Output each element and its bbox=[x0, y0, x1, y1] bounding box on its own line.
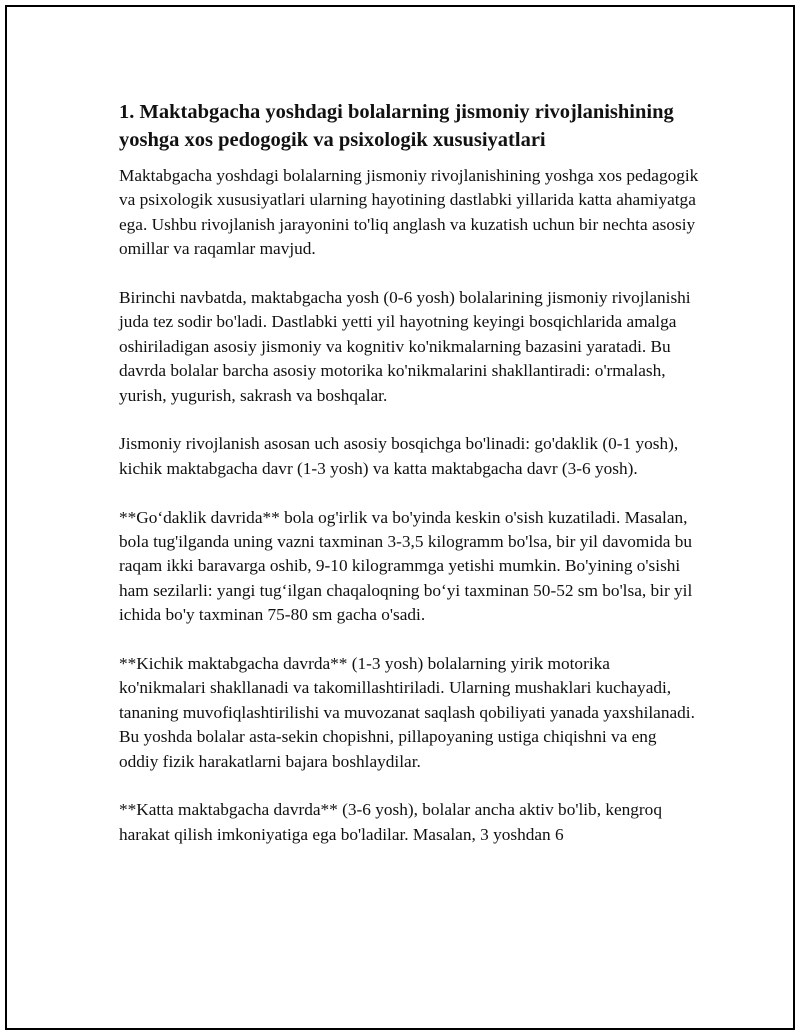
paragraph-intro: Maktabgacha yoshdagi bolalarning jismoniy rivojlanishining yoshga xos pedagogik va psixologik xususiyatlari ularning hayotining dastlabki yillarida katta ahamiyatga ega. Ushbu rivojlanish jarayonini to'liq anglash va kuzatish uchun bir nechta asosiy omillar va raqamlar mavjud. bbox=[119, 166, 699, 259]
paragraph-stages: Jismoniy rivojlanish asosan uch asosiy bosqichga bo'linadi: go'daklik (0-1 yosh), kichik maktabgacha davr (1-3 yosh) va katta maktabgacha davr (3-6 yosh). bbox=[119, 434, 679, 478]
paragraph-early-preschool: **Kichik maktabgacha davrda** (1-3 yosh) bolalarning yirik motorika ko'nikmalari shakllanadi va takomillashtiriladi. Ularning mushaklari kuchayadi, tananing muvofiqlashtirilishi va muvozanat saqlash qobiliyati yanada yaxshilanadi. Bu yoshda bolalar asta-sekin chopishni, pillapoyaning ustiga chiqishni va eng oddiy fizik harakatlarni bajara boshlaydilar. bbox=[119, 654, 695, 771]
page-frame bbox=[5, 5, 795, 1030]
paragraph-development-speed: Birinchi navbatda, maktabgacha yosh (0-6 yosh) bolalarining jismoniy rivojlanishi juda tez sodir bo'ladi. Dastlabki yetti yil hayotning keyingi bosqichlarida amalga oshiriladigan asosiy jismoniy va kognitiv ko'nikmalarning bazasini yaratadi. Bu davrda bolalar barcha asosiy motorika ko'nikmalarini shakllantiradi: o'rmalash, yurish, yugurish, sakrash va boshqalar. bbox=[119, 288, 691, 405]
section-heading: 1. Maktabgacha yoshdagi bolalarning jismoniy rivojlanishining yoshga xos pedogogik va psixologik xususiyatlari bbox=[119, 101, 674, 151]
paragraph-infancy: **Go‘daklik davrida** bola og'irlik va bo'yinda keskin o'sish kuzatiladi. Masalan, bola tug'ilganda uning vazni taxminan 3-3,5 kilogramm bo'lsa, bir yil davomida bu raqam ikki baravarga oshib, 9-10 kilogrammga yetishi mumkin. Bo'yining o'sishi ham sezilarli: yangi tug‘ilgan chaqaloqning bo‘yi taxminan 50-52 sm bo'lsa, bir yil ichida bo'y taxminan 75-80 sm gacha o'sadi. bbox=[119, 507, 693, 625]
paragraph-late-preschool: **Katta maktabgacha davrda** (3-6 yosh), bolalar ancha aktiv bo'lib, kengroq harakat qilish imkoniyatiga ega bo'ladilar. Masalan, 3 yoshdan 6 bbox=[119, 800, 662, 844]
document-body bbox=[119, 99, 699, 872]
